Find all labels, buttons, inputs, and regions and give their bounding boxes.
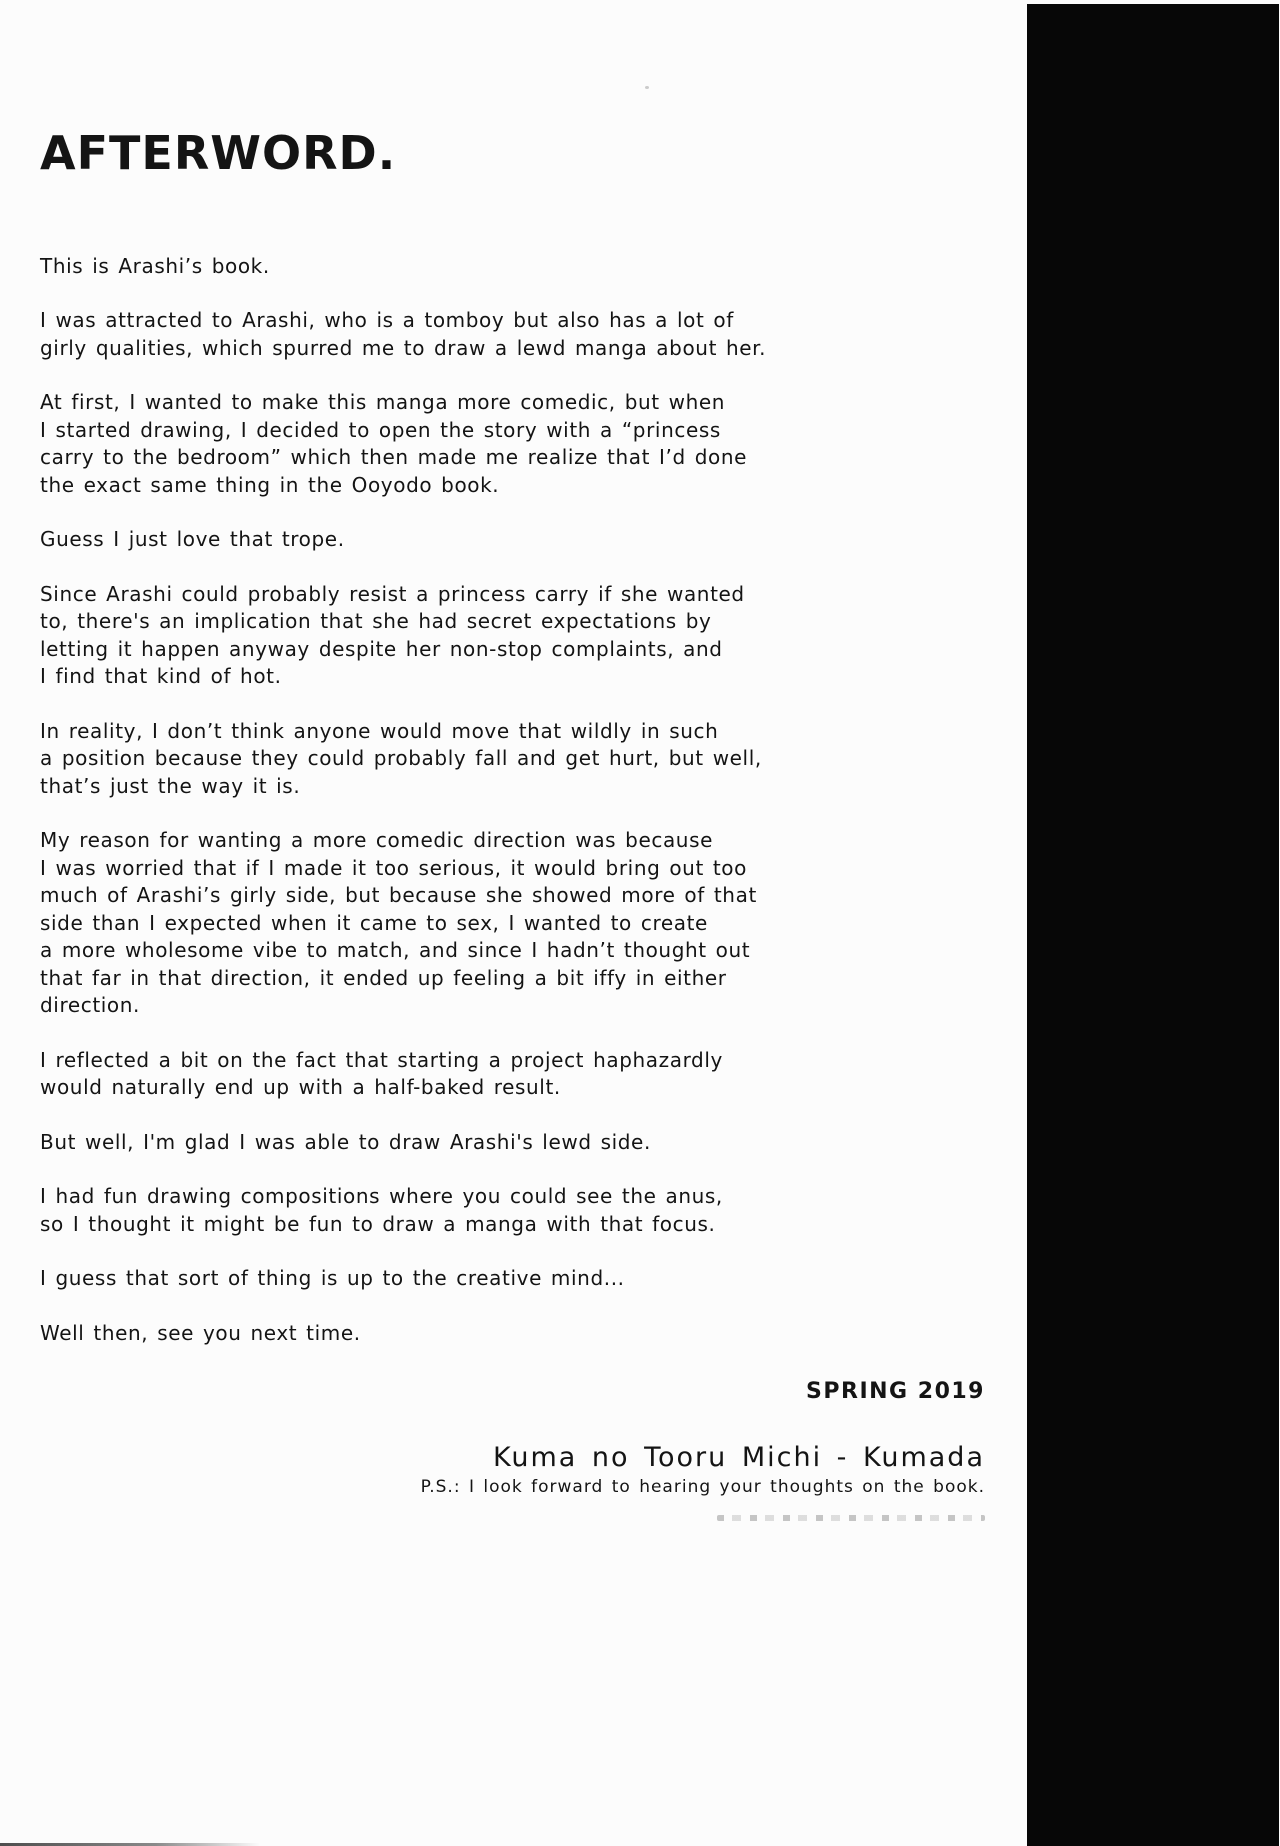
paragraph — [40, 1047, 985, 1102]
author-signature: Kuma no Tooru Michi - Kumada — [492, 1442, 985, 1474]
text-line: At first, I wanted to make this manga more comedic, but when — [40, 390, 726, 415]
text-line: But well, I'm glad I was able to draw Arashi's lewd side. — [40, 1129, 651, 1154]
text-line: I guess that sort of thing is up to the creative mind... — [40, 1266, 625, 1291]
text-line: that far in that direction, it ended up feeling a bit iffy in either — [40, 965, 727, 990]
text-line: side than I expected when it came to sex, I wanted to create — [40, 910, 708, 935]
paragraph — [40, 827, 985, 1020]
text-line: I was attracted to Arashi, who is a tomboy but also has a lot of — [40, 308, 734, 333]
signature-block — [40, 1379, 985, 1521]
scan-speck — [645, 86, 649, 89]
text-line: girly qualities, which spurred me to draw a lewd manga about her. — [40, 335, 767, 360]
text-line: Well then, see you next time. — [40, 1320, 361, 1345]
paragraph — [40, 1183, 985, 1238]
text-line: would naturally end up with a half-baked result. — [40, 1075, 561, 1100]
paragraph — [40, 1129, 985, 1157]
text-line: My reason for wanting a more comedic direction was because — [40, 828, 714, 853]
text-line: a more wholesome vibe to match, and since I hadn’t thought out — [40, 938, 751, 963]
afterword-heading: AFTERWORD. — [40, 126, 397, 180]
scan-black-margin — [1027, 4, 1279, 1846]
date-text: SPRING 2019 — [806, 1379, 985, 1405]
paragraph — [40, 253, 985, 281]
text-line: I started drawing, I decided to open the story with a “princess — [40, 417, 721, 442]
text-line: In reality, I don’t think anyone would move that wildly in such — [40, 718, 719, 743]
postscript-text: P.S.: I look forward to hearing your thoughts on the book. — [420, 1477, 985, 1498]
text-line: a position because they could probably fall and get hurt, but well, — [40, 746, 762, 771]
text-line: This is Arashi’s book. — [40, 253, 270, 278]
text-line: Guess I just love that trope. — [40, 527, 345, 552]
text-line: carry to the bedroom” which then made me realize that I’d done — [40, 445, 748, 470]
text-line: I reflected a bit on the fact that starting a project haphazardly — [40, 1047, 723, 1072]
text-line: to, there's an implication that she had secret expectations by — [40, 609, 712, 634]
erased-text-remnant — [717, 1515, 985, 1521]
text-line: so I thought it might be fun to draw a manga with that focus. — [40, 1211, 716, 1236]
page-content — [40, 0, 985, 1521]
text-line: much of Arashi’s girly side, but because she showed more of that — [40, 883, 757, 908]
paragraph — [40, 718, 985, 801]
paragraph — [40, 307, 985, 362]
text-line: I was worried that if I made it too serious, it would bring out too — [40, 855, 747, 880]
text-line: I had fun drawing compositions where you could see the anus, — [40, 1184, 723, 1209]
paragraph — [40, 581, 985, 691]
paragraph — [40, 1320, 985, 1348]
text-line: letting it happen anyway despite her non-stop complaints, and — [40, 636, 723, 661]
afterword-body — [40, 253, 985, 1348]
paragraph — [40, 526, 985, 554]
text-line: I find that kind of hot. — [40, 664, 282, 689]
paragraph — [40, 1265, 985, 1293]
text-line: Since Arashi could probably resist a princess carry if she wanted — [40, 581, 745, 606]
paragraph — [40, 389, 985, 499]
text-line: the exact same thing in the Ooyodo book. — [40, 472, 500, 497]
text-line: direction. — [40, 993, 141, 1018]
text-line: that’s just the way it is. — [40, 773, 301, 798]
